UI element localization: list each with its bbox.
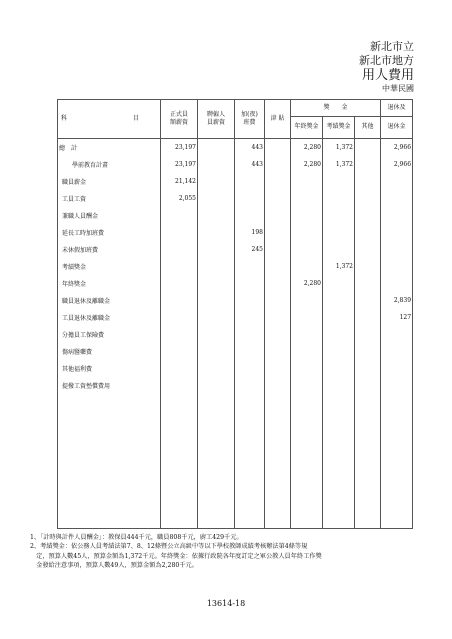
- cell-perf: [323, 224, 355, 241]
- cell-hired: [198, 292, 235, 309]
- footnote-line: 2、考績獎金：依公務人員考績法第7、8、12條暨公立高級中等以下學校教師成績考核辦法第4條等規: [30, 543, 308, 551]
- cell-allowance: [265, 309, 291, 326]
- cell-hired: [198, 139, 235, 157]
- cell-overtime: [235, 190, 265, 207]
- col-formal-header: 正式員 額薪資: [161, 100, 198, 139]
- cell-overtime: [235, 173, 265, 190]
- cell-formal: [161, 258, 198, 275]
- empty-cell: [58, 394, 161, 529]
- row-subject: 延長工時加班費: [58, 224, 161, 241]
- cell-formal: 23,197: [161, 139, 198, 157]
- row-subject: 分擔員工保險費: [58, 326, 161, 343]
- cell-retire: [381, 360, 413, 377]
- row-subject: 工員工資: [58, 190, 161, 207]
- cell-other: [355, 207, 381, 224]
- cell-overtime: [235, 275, 265, 292]
- cell-year-end: [291, 224, 323, 241]
- footnote-line: 定，預算人數45人，預算金額為1,372千元。年終獎金：依據行政院各年度訂定之軍公教人員年終工作獎: [30, 552, 322, 560]
- cell-perf: [323, 173, 355, 190]
- table-row: [58, 207, 413, 224]
- cell-year-end: [291, 326, 323, 343]
- cell-other: [355, 275, 381, 292]
- cell-overtime: [235, 309, 265, 326]
- cell-retire: [381, 173, 413, 190]
- cell-year-end: 2,280: [291, 156, 323, 173]
- col-retire-header: 退休金: [381, 117, 413, 139]
- cell-allowance: [265, 326, 291, 343]
- cell-perf: 1,372: [323, 139, 355, 157]
- table-filler-row: [58, 394, 413, 529]
- table-row: [58, 139, 413, 157]
- cell-other: [355, 241, 381, 258]
- footnote-line: 1、「計時與計件人員酬金」：教保員444千元，職員808千元，廚工429千元。: [30, 534, 243, 541]
- cell-hired: [198, 224, 235, 241]
- cell-perf: [323, 207, 355, 224]
- cell-year-end: [291, 190, 323, 207]
- cell-overtime: 198: [235, 224, 265, 241]
- cell-hired: [198, 275, 235, 292]
- table-row: [58, 190, 413, 207]
- row-subject: 提撥工資墊償費用: [58, 377, 161, 394]
- header-line-2: 新北市地方: [359, 54, 414, 67]
- table-row: [58, 377, 413, 394]
- cell-formal: [161, 360, 198, 377]
- cell-retire: [381, 326, 413, 343]
- col-overtime-header: 加(夜) 班費: [235, 100, 265, 139]
- row-subject: 學前教育計畫: [58, 156, 161, 173]
- cell-year-end: [291, 377, 323, 394]
- cell-hired: [198, 258, 235, 275]
- cell-other: [355, 156, 381, 173]
- row-subject: 兼職人員酬金: [58, 207, 161, 224]
- cell-formal: [161, 224, 198, 241]
- cell-hired: [198, 241, 235, 258]
- row-subject: 總 計: [58, 139, 161, 157]
- cell-retire: [381, 207, 413, 224]
- table-row: [58, 309, 413, 326]
- cell-allowance: [265, 224, 291, 241]
- empty-cell: [355, 394, 381, 529]
- cell-overtime: [235, 326, 265, 343]
- cell-hired: [198, 377, 235, 394]
- empty-cell: [235, 394, 265, 529]
- cell-retire: 2,966: [381, 139, 413, 157]
- cell-other: [355, 292, 381, 309]
- cell-other: [355, 173, 381, 190]
- table-row: [58, 343, 413, 360]
- cell-overtime: [235, 360, 265, 377]
- table-row: [58, 156, 413, 173]
- empty-cell: [265, 394, 291, 529]
- col-subject-header: 科 目: [58, 100, 161, 139]
- cell-allowance: [265, 343, 291, 360]
- page-title: 用人費用: [361, 68, 414, 83]
- cell-retire: [381, 275, 413, 292]
- cell-allowance: [265, 258, 291, 275]
- cell-formal: [161, 343, 198, 360]
- cell-formal: [161, 292, 198, 309]
- col-other-header: 其他: [355, 117, 381, 139]
- cell-perf: [323, 241, 355, 258]
- cell-retire: 127: [381, 309, 413, 326]
- cell-formal: [161, 326, 198, 343]
- col-retire-group-header: 退休及: [381, 100, 413, 117]
- table-row: [58, 224, 413, 241]
- cell-retire: [381, 224, 413, 241]
- cell-other: [355, 343, 381, 360]
- cell-formal: [161, 275, 198, 292]
- cell-allowance: [265, 190, 291, 207]
- cell-other: [355, 360, 381, 377]
- cell-overtime: [235, 377, 265, 394]
- cell-formal: 21,142: [161, 173, 198, 190]
- cell-hired: [198, 360, 235, 377]
- cell-retire: [381, 258, 413, 275]
- empty-cell: [291, 394, 323, 529]
- header-era: 中華民國: [382, 84, 414, 93]
- empty-cell: [198, 394, 235, 529]
- cell-hired: [198, 326, 235, 343]
- table-row: [58, 241, 413, 258]
- row-subject: 考績獎金: [58, 258, 161, 275]
- cell-overtime: [235, 292, 265, 309]
- cell-formal: [161, 241, 198, 258]
- cell-overtime: 443: [235, 139, 265, 157]
- cell-year-end: [291, 343, 323, 360]
- col-year-end-header: 年終獎金: [291, 117, 323, 139]
- row-subject: 傷病醫藥費: [58, 343, 161, 360]
- cell-hired: [198, 190, 235, 207]
- cell-other: [355, 139, 381, 157]
- table-row: [58, 326, 413, 343]
- page-number: 13614-18: [206, 599, 246, 608]
- empty-cell: [161, 394, 198, 529]
- table-row: [58, 173, 413, 190]
- cell-allowance: [265, 275, 291, 292]
- col-hired-header: 聘僱人 員薪資: [198, 100, 235, 139]
- cell-perf: [323, 360, 355, 377]
- cell-hired: [198, 207, 235, 224]
- cell-year-end: [291, 207, 323, 224]
- row-subject: 工員退休及離職金: [58, 309, 161, 326]
- col-perf-header: 考績獎金: [323, 117, 355, 139]
- empty-cell: [323, 394, 355, 529]
- footnote-line: 金發給注意事項，預算人數49人，預算金額為2,280千元。: [30, 561, 198, 569]
- cell-retire: [381, 190, 413, 207]
- cell-overtime: [235, 343, 265, 360]
- cell-perf: [323, 292, 355, 309]
- cell-hired: [198, 343, 235, 360]
- cell-other: [355, 224, 381, 241]
- cell-allowance: [265, 139, 291, 157]
- cell-year-end: [291, 292, 323, 309]
- cell-allowance: [265, 377, 291, 394]
- cell-perf: [323, 190, 355, 207]
- cell-year-end: [291, 360, 323, 377]
- row-subject: 年終獎金: [58, 275, 161, 292]
- table-row: [58, 360, 413, 377]
- header-line-1: 新北市立: [370, 40, 414, 53]
- empty-cell: [381, 394, 413, 529]
- row-subject: 職員退休及離職金: [58, 292, 161, 309]
- cell-allowance: [265, 360, 291, 377]
- cell-allowance: [265, 156, 291, 173]
- cell-formal: 2,055: [161, 190, 198, 207]
- row-subject: 職員薪金: [58, 173, 161, 190]
- cell-retire: [381, 343, 413, 360]
- cell-overtime: 245: [235, 241, 265, 258]
- cell-formal: 23,197: [161, 156, 198, 173]
- cell-hired: [198, 156, 235, 173]
- cell-perf: [323, 275, 355, 292]
- cell-retire: [381, 241, 413, 258]
- table-row: [58, 275, 413, 292]
- cell-overtime: [235, 207, 265, 224]
- cell-other: [355, 377, 381, 394]
- cell-year-end: [291, 241, 323, 258]
- cell-year-end: [291, 173, 323, 190]
- cell-allowance: [265, 173, 291, 190]
- cell-retire: 2,966: [381, 156, 413, 173]
- cell-other: [355, 309, 381, 326]
- cell-other: [355, 258, 381, 275]
- cell-retire: [381, 377, 413, 394]
- cell-formal: [161, 377, 198, 394]
- cell-overtime: 443: [235, 156, 265, 173]
- cell-allowance: [265, 207, 291, 224]
- col-bonus-header: 獎 金: [291, 100, 381, 117]
- cell-perf: [323, 377, 355, 394]
- col-allowance-header: 津 貼: [265, 100, 291, 139]
- cell-year-end: [291, 258, 323, 275]
- cell-allowance: [265, 292, 291, 309]
- cell-other: [355, 326, 381, 343]
- row-subject: 未休假加班費: [58, 241, 161, 258]
- cell-perf: 1,372: [323, 156, 355, 173]
- cell-hired: [198, 173, 235, 190]
- cell-perf: 1,372: [323, 258, 355, 275]
- cell-formal: [161, 309, 198, 326]
- cell-perf: [323, 309, 355, 326]
- row-subject: 其他福利費: [58, 360, 161, 377]
- table-row: [58, 292, 413, 309]
- cell-year-end: [291, 309, 323, 326]
- cell-perf: [323, 326, 355, 343]
- cell-allowance: [265, 241, 291, 258]
- cell-perf: [323, 343, 355, 360]
- cell-retire: 2,839: [381, 292, 413, 309]
- cell-other: [355, 190, 381, 207]
- cell-hired: [198, 309, 235, 326]
- table-row: [58, 258, 413, 275]
- cell-overtime: [235, 258, 265, 275]
- cell-year-end: 2,280: [291, 139, 323, 157]
- footnotes: [30, 533, 422, 570]
- personnel-cost-table: [57, 99, 413, 529]
- cell-formal: [161, 207, 198, 224]
- cell-year-end: 2,280: [291, 275, 323, 292]
